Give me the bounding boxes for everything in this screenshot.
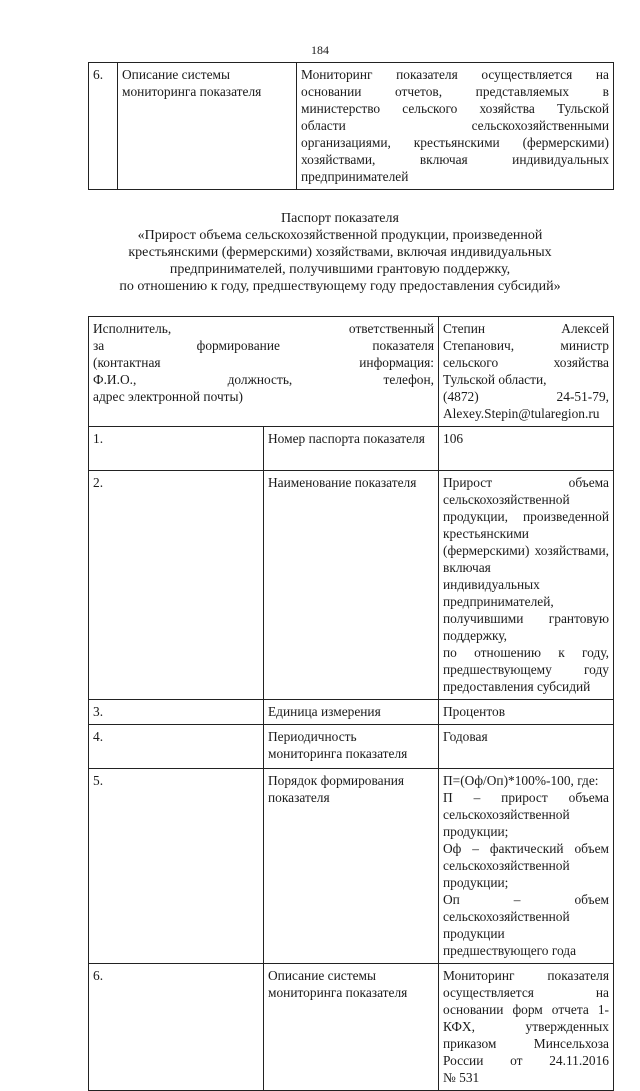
- table-row: [89, 725, 614, 769]
- value-line: основании отчетов, представляемых в: [301, 84, 609, 99]
- value-line: 106: [443, 431, 464, 446]
- value-line: Мониторинг показателя осуществляется на: [443, 968, 609, 1000]
- row-label: Номер паспорта показателя: [264, 427, 439, 471]
- executor-row: [89, 317, 614, 427]
- row-number: 5.: [89, 769, 264, 964]
- value-line: Оф – фактический объем: [443, 841, 609, 856]
- title-line: Паспорт показателя: [281, 211, 399, 226]
- row-number: 6.: [89, 964, 264, 1091]
- value-line: организациями, крестьянскими (фермерскими): [301, 135, 609, 150]
- value-line: министерство сельского хозяйства Тульской: [301, 101, 609, 116]
- row-label: Наименование показателя: [264, 471, 439, 700]
- value-line: основании форм отчета 1-КФХ, утвержденных: [443, 1002, 609, 1034]
- value-line: области сельскохозяйственными: [301, 118, 609, 133]
- row-label: Порядок формирования показателя: [264, 769, 439, 964]
- label-line: Ф.И.О., должность, телефон,: [93, 372, 434, 387]
- title-line: по отношению к году, предшествующему году предоставления субсидий»: [119, 279, 561, 294]
- table-row: [89, 427, 614, 471]
- row-number: 4.: [89, 725, 264, 769]
- value-line: предоставления субсидий: [443, 679, 591, 694]
- value-line: № 531: [443, 1070, 480, 1085]
- row-value: [439, 700, 614, 725]
- row-number: 2.: [89, 471, 264, 700]
- value-line: Прирост объема сельскохозяйственной: [443, 475, 609, 507]
- row-label: Единица измерения: [264, 700, 439, 725]
- page-number: 184: [311, 43, 329, 57]
- row-number: 3.: [89, 700, 264, 725]
- row-value: [439, 769, 614, 964]
- label-line: за формирование показателя: [93, 338, 434, 353]
- value-line: П – прирост объема сельскохозяйственной: [443, 790, 609, 822]
- executor-value: [439, 317, 614, 427]
- row-number: 6.: [89, 63, 118, 190]
- value-line: индивидуальных предпринимателей,: [443, 577, 554, 609]
- title-line: предпринимателей, получившими грантовую поддержку,: [169, 262, 511, 277]
- value-line: продукции;: [443, 824, 509, 839]
- row-value: [439, 427, 614, 471]
- value-line: по отношению к году, предшествующему году: [443, 645, 609, 677]
- value-line: П=(Оф/Оп)*100%-100, где:: [443, 773, 599, 788]
- row-value: [439, 725, 614, 769]
- row-label: Описание системы мониторинга показателя: [118, 63, 297, 190]
- table-row: [89, 700, 614, 725]
- table-row: [89, 471, 614, 700]
- top-table: [88, 62, 614, 190]
- value-line: приказом Минсельхоза России от 24.11.2016: [443, 1036, 609, 1068]
- value-line: хозяйствами, включая индивидуальных: [301, 152, 609, 167]
- value-line: (фермерскими) хозяйствами, включая: [443, 543, 609, 575]
- table-row: [89, 769, 614, 964]
- value-line: Годовая: [443, 729, 488, 744]
- value-line: получившими грантовую поддержку,: [443, 611, 609, 643]
- row-value: [297, 63, 614, 190]
- value-line: предпринимателей: [301, 169, 409, 184]
- value-line: Оп – объем сельскохозяйственной продукции: [443, 892, 609, 941]
- label-line: (контактная информация:: [93, 355, 434, 370]
- row-label: Описание системы мониторинга показателя: [264, 964, 439, 1091]
- value-line: сельскохозяйственной продукции;: [443, 858, 570, 890]
- executor-label: [89, 317, 439, 427]
- title-line: «Прирост объема сельскохозяйственной продукции, произведенной: [137, 228, 543, 243]
- row-value: [439, 471, 614, 700]
- value-line: Мониторинг показателя осуществляется на: [301, 67, 609, 82]
- table-row: [89, 964, 614, 1091]
- label-line: адрес электронной почты): [93, 389, 243, 404]
- value-line: предшествующего года: [443, 943, 577, 958]
- row-value: [439, 964, 614, 1091]
- row-number: 1.: [89, 427, 264, 471]
- table-row: [89, 63, 614, 190]
- passport-title: [60, 210, 620, 295]
- passport-table: [88, 316, 614, 1091]
- title-line: крестьянскими (фермерскими) хозяйствами, включая индивидуальных: [128, 245, 552, 260]
- value-line: Процентов: [443, 704, 506, 719]
- value-line: продукции, произведенной крестьянскими: [443, 509, 609, 541]
- value-line: сельского хозяйства Тульской области,: [443, 355, 609, 387]
- label-line: Исполнитель, ответственный: [93, 321, 434, 336]
- value-line: (4872) 24-51-79, Alexey.Stepin@tularegion.ru: [443, 389, 609, 421]
- row-label: Периодичность мониторинга показателя: [264, 725, 439, 769]
- value-line: Степин Алексей Степанович, министр: [443, 321, 609, 353]
